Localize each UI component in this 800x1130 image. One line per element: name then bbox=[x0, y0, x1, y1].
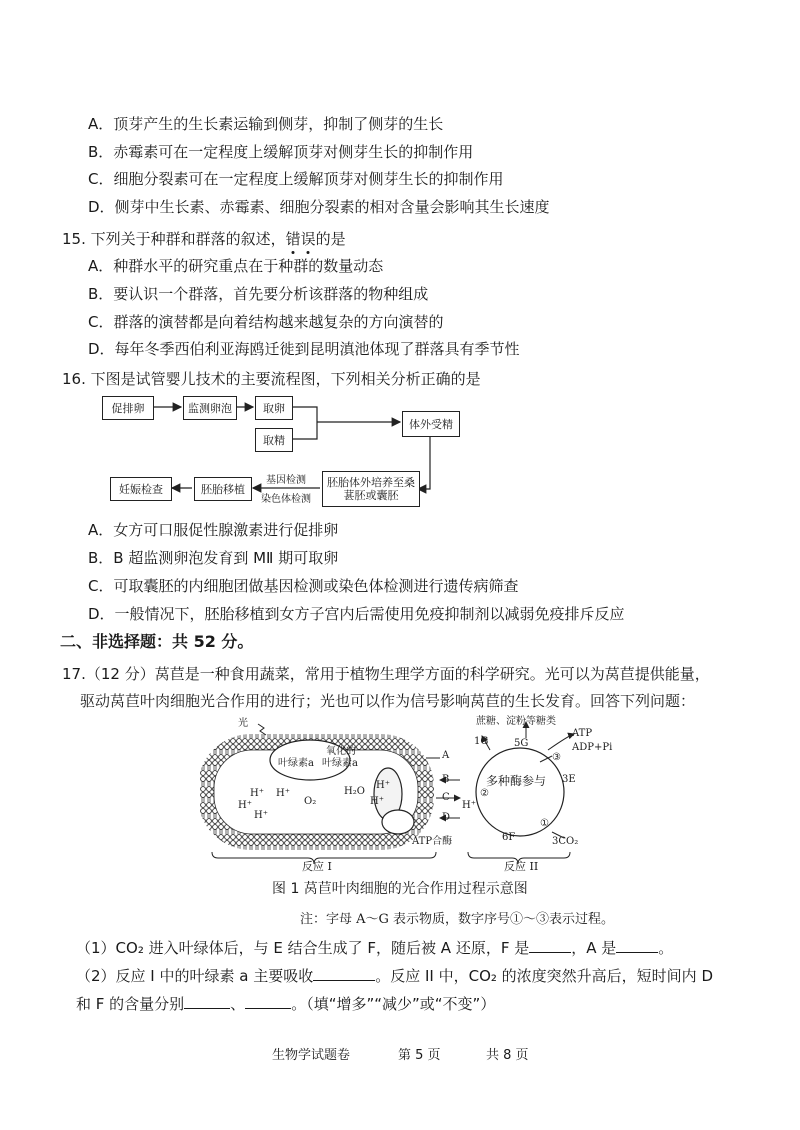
q14-option-a: A．顶芽产生的生长素运输到侧芽，抑制了侧芽的生长 bbox=[88, 115, 444, 133]
fig-3co2: 3CO₂ bbox=[552, 836, 579, 847]
fig-process-2: ② bbox=[480, 788, 489, 799]
q15-option-c: C．群落的演替都是向着结构越来越复杂的方向演替的 bbox=[88, 313, 444, 331]
flow-box-monitor-follicle: 监测卵泡 bbox=[183, 396, 237, 420]
q14-option-d: D．侧芽中生长素、赤霉素、细胞分裂素的相对含量会影响其生长速度 bbox=[88, 198, 550, 216]
fig-3e: 3E bbox=[562, 774, 576, 785]
section-heading: 二、非选择题：共 52 分。 bbox=[60, 632, 254, 651]
q14-option-b: B．赤霉素可在一定程度上缓解顶芽对侧芽生长的抑制作用 bbox=[88, 143, 474, 161]
ivf-flowchart bbox=[90, 388, 453, 508]
footer-total: 共 8 页 bbox=[486, 1048, 529, 1063]
fig-h-plus-6: H⁺ bbox=[370, 796, 384, 807]
q15-option-b: B．要认识一个群落，首先要分析该群落的物种组成 bbox=[88, 285, 429, 303]
fig-o2: O₂ bbox=[304, 796, 317, 807]
fig-1g: 1G bbox=[474, 736, 489, 747]
answer-blank-d[interactable] bbox=[184, 994, 230, 1009]
fig-atp-synthase: ATP合酶 bbox=[412, 836, 453, 847]
fig-process-1: ① bbox=[540, 818, 549, 829]
fig-h-plus-4: H⁺ bbox=[276, 788, 290, 799]
q15-option-a: A．种群水平的研究重点在于种群的数量动态 bbox=[88, 257, 384, 275]
q16-option-c: C．可取囊胚的内细胞团做基因检测或染色体检测进行遗传病筛查 bbox=[88, 577, 519, 595]
q17-sub1: （1）CO₂ 进入叶绿体后，与 E 结合生成了 F，随后被 A 还原，F 是 ，A 是 。 bbox=[76, 939, 674, 957]
figure-note: 注：字母 A～G 表示物质，数字序号①～③表示过程。 bbox=[300, 912, 615, 927]
flow-label-chromosome-test: 染色体检测 bbox=[261, 494, 311, 505]
figure-caption: 图 1 莴苣叶肉细胞的光合作用过程示意图 bbox=[272, 881, 528, 897]
fig-h-plus-2: H⁺ bbox=[238, 800, 252, 811]
fig-h-plus-1: H⁺ bbox=[250, 788, 264, 799]
footer-title: 生物学试题卷 bbox=[272, 1048, 351, 1063]
footer-page: 第 5 页 bbox=[398, 1048, 441, 1063]
q15-option-d: D．每年冬季西伯利亚海鸥迁徙到昆明滇池体现了群落具有季节性 bbox=[88, 340, 520, 358]
flow-box-embryo-culture: 胚胎体外培养至桑葚胚或囊胚 bbox=[322, 471, 420, 507]
fig-h-plus-7: H⁺ bbox=[462, 800, 476, 811]
q14-option-c: C．细胞分裂素可在一定程度上缓解顶芽对侧芽生长的抑制作用 bbox=[88, 170, 504, 188]
fig-process-3: ③ bbox=[552, 752, 561, 763]
fig-h-plus-5: H⁺ bbox=[376, 780, 390, 791]
fig-6f: 6F bbox=[502, 832, 516, 843]
fig-letter-d: D bbox=[442, 812, 451, 823]
flow-box-retrieve-egg: 取卵 bbox=[255, 396, 293, 420]
fig-enzymes: 多种酶参与 bbox=[486, 774, 547, 788]
q15-stem: 15. 下列关于种群和群落的叙述，错误的是 bbox=[62, 230, 346, 248]
flow-box-ivf: 体外受精 bbox=[402, 411, 460, 437]
fig-letter-c: C bbox=[442, 792, 450, 803]
fig-sugars: 蔗糖、淀粉等糖类 bbox=[476, 716, 556, 727]
q17-stem-line2: 驱动莴苣叶肉细胞光合作用的进行；光也可以作为信号影响莴苣的生长发育。回答下列问题： bbox=[80, 692, 696, 710]
photosynthesis-figure bbox=[200, 712, 620, 872]
q17-sub2: （2）反应 I 中的叶绿素 a 主要吸收 。反应 II 中，CO₂ 的浓度突然升高后，短时间内 D bbox=[76, 967, 713, 985]
flow-label-gene-test: 基因检测 bbox=[266, 475, 306, 486]
fig-chlorophyll-a: 叶绿素a bbox=[278, 758, 314, 769]
fig-reaction-1: 反应 I bbox=[302, 860, 332, 873]
answer-blank-light[interactable] bbox=[313, 966, 375, 981]
emphasis-dot: 错 bbox=[285, 230, 301, 248]
fig-letter-b: B bbox=[442, 774, 450, 785]
q17-sub2-cont: 和 F 的含量分别 、 。（填“增多”“减少”或“不变”） bbox=[76, 995, 496, 1013]
q17-stem-line1: 17.（12 分）莴苣是一种食用蔬菜，常用于植物生理学方面的科学研究。光可以为莴苣提供能量， bbox=[62, 665, 710, 683]
fig-adp-pi: ADP+Pi bbox=[572, 742, 613, 753]
fig-atp: ATP bbox=[572, 728, 593, 739]
flow-box-pregnancy-test: 妊娠检查 bbox=[110, 477, 172, 501]
flow-box-retrieve-sperm: 取精 bbox=[255, 428, 293, 452]
answer-blank-f-change[interactable] bbox=[245, 994, 291, 1009]
flow-box-embryo-transfer: 胚胎移植 bbox=[194, 477, 252, 501]
fig-h2o: H₂O bbox=[344, 786, 365, 797]
q16-option-b: B．B 超监测卵泡发育到 MⅡ 期可取卵 bbox=[88, 549, 339, 567]
flow-box-promote-ovulation: 促排卵 bbox=[102, 396, 154, 420]
fig-oxidized-line1: 氧化的 bbox=[326, 746, 356, 757]
fig-h-plus-3: H⁺ bbox=[254, 810, 268, 821]
fig-light-label: 光 bbox=[238, 718, 248, 729]
q16-option-a: A．女方可口服促性腺激素进行促排卵 bbox=[88, 521, 339, 539]
q16-stem: 16. 下图是试管婴儿技术的主要流程图，下列相关分析正确的是 bbox=[62, 370, 481, 388]
fig-reaction-2: 反应 II bbox=[504, 860, 539, 873]
fig-letter-a: A bbox=[442, 750, 450, 761]
fig-5g: 5G bbox=[514, 738, 529, 749]
answer-blank-a[interactable] bbox=[616, 938, 658, 953]
fig-oxidized-line2: 叶绿素a bbox=[322, 758, 358, 769]
answer-blank-f[interactable] bbox=[529, 938, 571, 953]
emphasis-dot: 误 bbox=[300, 230, 316, 248]
q16-option-d: D．一般情况下，胚胎移植到女方子宫内后需使用免疫抑制剂以减弱免疫排斥反应 bbox=[88, 605, 625, 623]
